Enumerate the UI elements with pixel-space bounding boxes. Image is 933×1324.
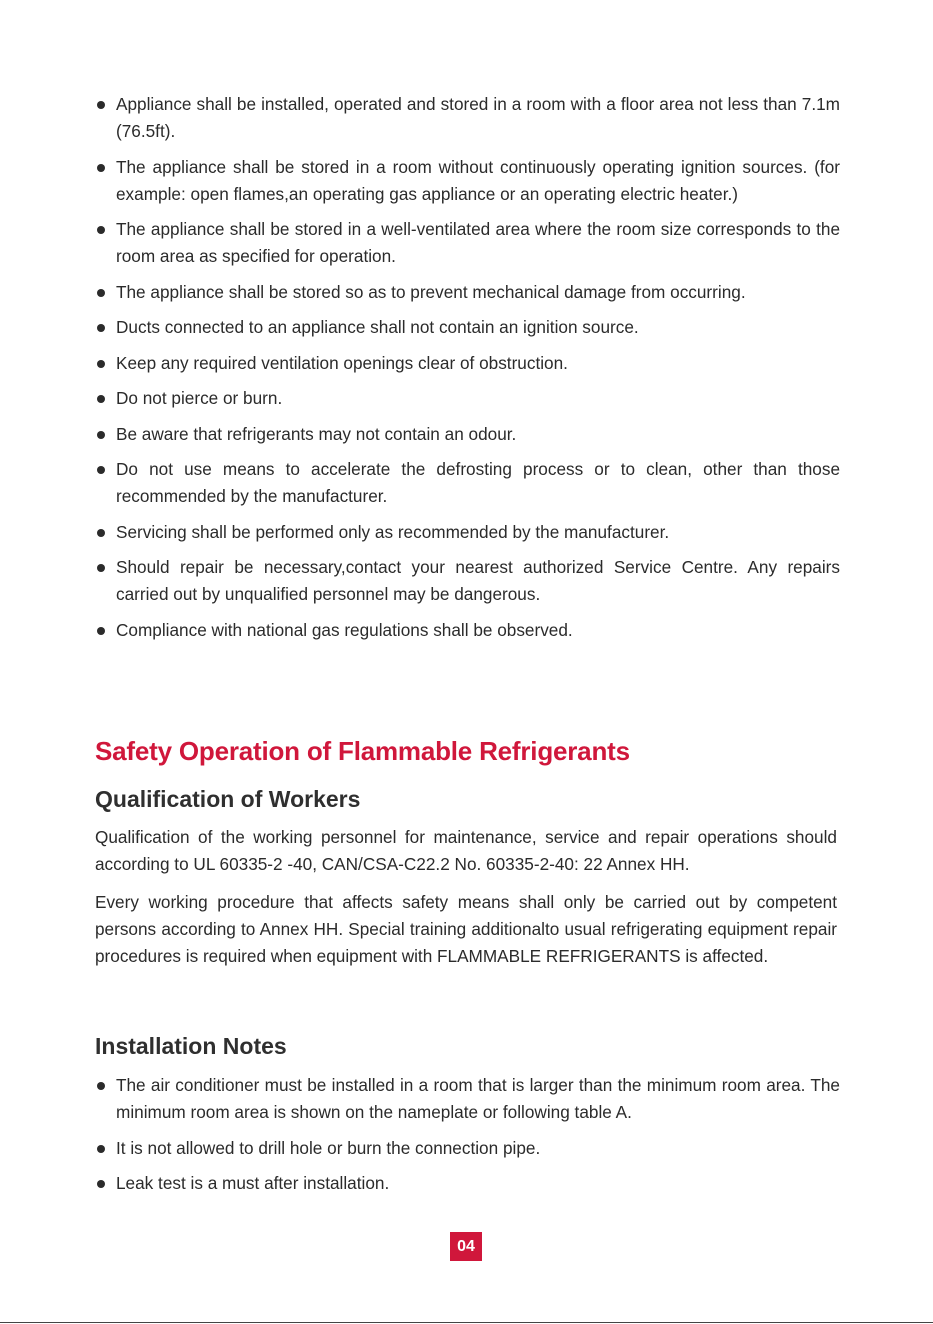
list-item (95, 350, 840, 377)
bullet-icon (97, 1180, 105, 1188)
page-number: 04 (450, 1232, 482, 1261)
list-item (95, 154, 840, 208)
installation-bullet-list (95, 1072, 840, 1206)
list-item (95, 279, 840, 306)
list-item (95, 456, 840, 510)
qualification-heading: Qualification of Workers (95, 786, 361, 812)
list-item-text: Do not pierce or burn. (116, 388, 283, 408)
bullet-icon (97, 1145, 105, 1153)
list-item-text: Servicing shall be performed only as recommended by the manufacturer. (116, 521, 670, 542)
list-item (95, 385, 840, 412)
list-item-text: Leak test is a must after installation. (116, 1173, 390, 1193)
bullet-icon (97, 289, 105, 297)
bullet-icon (97, 164, 105, 172)
safety-bullet-list (95, 91, 840, 652)
list-item (95, 1072, 840, 1126)
bullet-icon (97, 1082, 105, 1090)
list-item (95, 216, 840, 270)
qualification-paragraph: Every working procedure that affects safety means shall only be carried out by competent persons according to Annex HH. Special training additionalto usual refrigerating equipment repair procedures is required when equipment with FLAMMABLE REFRIGERANTS is affected. (95, 892, 837, 966)
bullet-icon (97, 529, 105, 537)
list-item (95, 617, 840, 644)
qualification-paragraph: Qualification of the working personnel for maintenance, service and repair operations should according to UL 60335-2 -40, CAN/CSA-C22.2 No. 60335-2-40: 22 Annex HH. (95, 827, 837, 874)
list-item-text: The appliance shall be stored in a well-ventilated area where the room size corresponds to the room area as specified for operation. (116, 219, 840, 266)
installation-heading: Installation Notes (95, 1033, 287, 1059)
list-item (95, 519, 840, 546)
list-item-text: Should repair be necessary,contact your nearest authorized Service Centre. Any repairs carried out by unqualified personnel may be dangerous. (116, 557, 840, 604)
bullet-icon (97, 627, 105, 635)
bullet-icon (97, 226, 105, 234)
bullet-icon (97, 466, 105, 474)
list-item (95, 1170, 840, 1197)
list-item-text: Do not use means to accelerate the defrosting process or to clean, other than those recommended by the manufacturer. (116, 459, 840, 506)
bullet-icon (97, 324, 105, 332)
list-item-text: It is not allowed to drill hole or burn the connection pipe. (116, 1137, 541, 1158)
list-item-text: Ducts connected to an appliance shall not contain an ignition source. (116, 317, 639, 337)
list-item-text: Compliance with national gas regulations shall be observed. (116, 619, 573, 640)
list-item (95, 314, 840, 341)
list-item-text: Keep any required ventilation openings clear of obstruction. (116, 352, 568, 373)
bullet-icon (97, 431, 105, 439)
section-title: Safety Operation of Flammable Refrigerants (95, 736, 630, 766)
list-item-text: Be aware that refrigerants may not contain an odour. (116, 423, 517, 444)
bullet-icon (97, 395, 105, 403)
bottom-divider (0, 1322, 933, 1323)
list-item (95, 554, 840, 608)
list-item-text: The appliance shall be stored in a room without continuously operating ignition sources. (for example: open flames,an operating gas appliance or an operating electric heater.) (116, 156, 840, 204)
list-item-text: Appliance shall be installed, operated and stored in a room with a floor area not less than 7.1m (76.5ft). (116, 94, 840, 141)
list-item-text: The appliance shall be stored so as to prevent mechanical damage from occurring. (116, 281, 746, 302)
bullet-icon (97, 360, 105, 368)
list-item (95, 1135, 840, 1162)
list-item (95, 421, 840, 448)
list-item (95, 91, 840, 145)
list-item-text: The air conditioner must be installed in a room that is larger than the minimum room area. The minimum room area is shown on the nameplate or following table A. (116, 1075, 840, 1122)
bullet-icon (97, 101, 105, 109)
bullet-icon (97, 564, 105, 572)
